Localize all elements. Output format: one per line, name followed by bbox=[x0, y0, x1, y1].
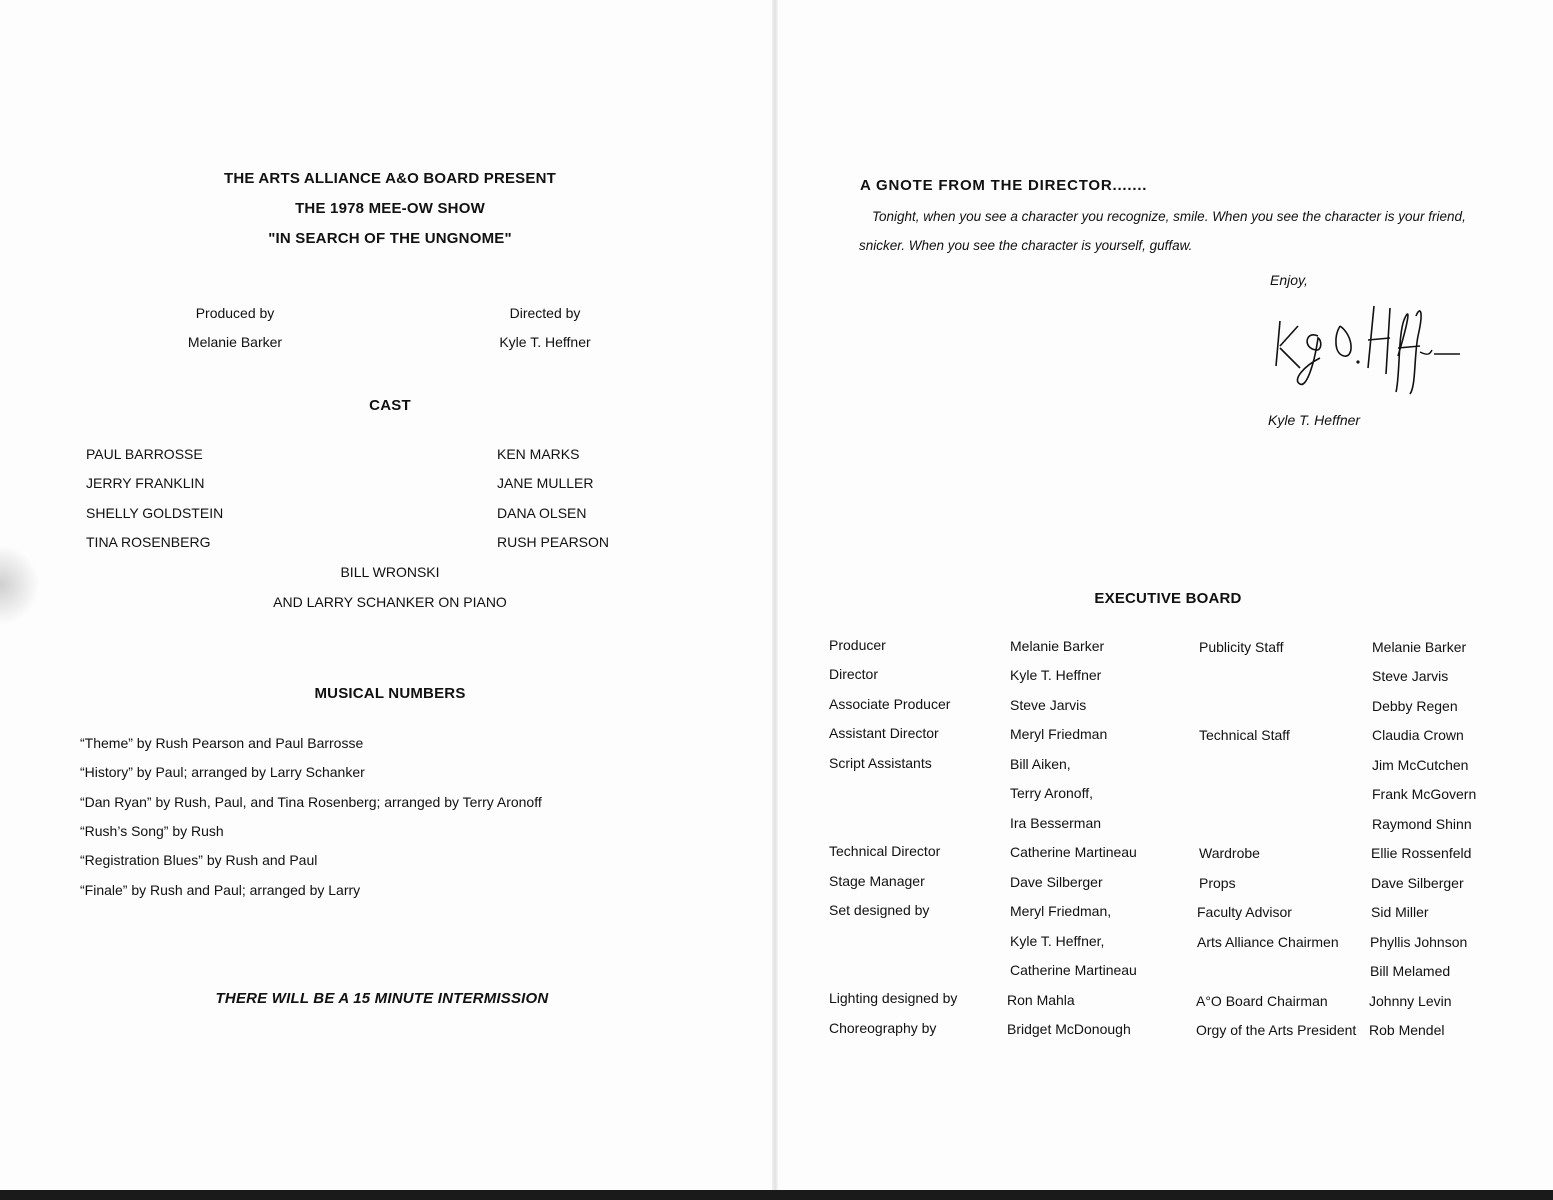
board-name: Dave Silberger bbox=[1010, 874, 1103, 890]
produced-name: Melanie Barker bbox=[187, 334, 283, 350]
cast-member: JANE MULLER bbox=[497, 475, 594, 491]
board-role: Assistant Director bbox=[829, 725, 939, 741]
directed-name: Kyle T. Heffner bbox=[499, 334, 591, 350]
board-role: A°O Board Chairman bbox=[1196, 993, 1328, 1009]
musical-number: “History” by Paul; arranged by Larry Schanker bbox=[80, 764, 365, 780]
board-name: Terry Aronoff, bbox=[1010, 785, 1094, 801]
board-name: Catherine Martineau bbox=[1010, 844, 1137, 860]
musical-numbers-heading: MUSICAL NUMBERS bbox=[314, 685, 466, 702]
board-role: Technical Director bbox=[829, 843, 941, 859]
executive-board-heading: EXECUTIVE BOARD bbox=[1094, 590, 1242, 607]
musical-number: “Dan Ryan” by Rush, Paul, and Tina Rosenberg; arranged by Terry Aronoff bbox=[80, 794, 542, 810]
cast-member: TINA ROSENBERG bbox=[86, 534, 211, 550]
board-role: Props bbox=[1199, 875, 1236, 891]
enjoy-text: Enjoy, bbox=[1270, 272, 1308, 288]
musical-number: “Theme” by Rush Pearson and Paul Barrosse bbox=[80, 735, 364, 751]
title-line-2: THE 1978 MEE-OW SHOW bbox=[295, 200, 485, 217]
board-name: Jim McCutchen bbox=[1372, 757, 1469, 773]
title-line-1: THE ARTS ALLIANCE A&O BOARD PRESENT bbox=[223, 170, 556, 187]
title-line-3: "IN SEARCH OF THE UNGNOME" bbox=[268, 230, 512, 247]
note-heading: A GNOTE FROM THE DIRECTOR....... bbox=[860, 177, 1148, 194]
cast-member: RUSH PEARSON bbox=[497, 534, 610, 550]
note-line-1: Tonight, when you see a character you recognize, smile. When you see the character is your friend, bbox=[872, 209, 1466, 224]
musical-number: “Finale” by Rush and Paul; arranged by Larry bbox=[80, 882, 361, 898]
board-name: Dave Silberger bbox=[1371, 875, 1464, 891]
board-name: Meryl Friedman bbox=[1010, 726, 1108, 742]
cast-member: PAUL BARROSSE bbox=[86, 446, 203, 462]
page-fold bbox=[772, 0, 778, 1200]
board-role: Arts Alliance Chairmen bbox=[1197, 934, 1339, 950]
board-name: Ira Besserman bbox=[1010, 815, 1102, 831]
board-name: Raymond Shinn bbox=[1372, 816, 1472, 832]
board-role: Stage Manager bbox=[829, 873, 925, 889]
director-signature bbox=[1270, 296, 1470, 396]
board-role: Director bbox=[829, 666, 879, 682]
board-name: Steve Jarvis bbox=[1372, 668, 1449, 684]
note-line-2: snicker. When you see the character is yourself, guffaw. bbox=[859, 238, 1193, 253]
cast-heading: CAST bbox=[369, 397, 411, 414]
board-name: Steve Jarvis bbox=[1010, 697, 1087, 713]
board-role: Lighting designed by bbox=[829, 990, 958, 1006]
board-name: Johnny Levin bbox=[1369, 993, 1452, 1009]
board-role: Producer bbox=[829, 637, 886, 653]
board-role: Publicity Staff bbox=[1199, 639, 1284, 655]
board-name: Melanie Barker bbox=[1010, 638, 1105, 654]
board-name: Rob Mendel bbox=[1369, 1022, 1445, 1038]
board-role: Script Assistants bbox=[829, 755, 932, 771]
directed-label: Directed by bbox=[509, 305, 581, 321]
board-name: Melanie Barker bbox=[1372, 639, 1467, 655]
board-role: Faculty Advisor bbox=[1197, 904, 1292, 920]
produced-label: Produced by bbox=[195, 305, 275, 321]
board-name: Frank McGovern bbox=[1372, 786, 1477, 802]
board-name: Ellie Rossenfeld bbox=[1371, 845, 1472, 861]
board-role: Set designed by bbox=[829, 902, 930, 918]
intermission-note: THERE WILL BE A 15 MINUTE INTERMISSION bbox=[215, 990, 549, 1007]
board-name: Catherine Martineau bbox=[1010, 962, 1137, 978]
board-role: Choreography by bbox=[829, 1020, 937, 1036]
cast-member: DANA OLSEN bbox=[497, 505, 587, 521]
board-name: Debby Regen bbox=[1372, 698, 1458, 714]
cast-member: SHELLY GOLDSTEIN bbox=[86, 505, 224, 521]
paper-speck bbox=[0, 545, 40, 625]
board-name: Bill Aiken, bbox=[1010, 756, 1071, 772]
board-name: Sid Miller bbox=[1371, 904, 1429, 920]
board-role: Technical Staff bbox=[1199, 727, 1290, 743]
pianist-line: AND LARRY SCHANKER ON PIANO bbox=[273, 594, 507, 610]
board-role: Wardrobe bbox=[1199, 845, 1260, 861]
board-name: Bill Melamed bbox=[1370, 963, 1451, 979]
board-name: Ron Mahla bbox=[1007, 992, 1075, 1008]
musical-number: “Registration Blues” by Rush and Paul bbox=[80, 852, 318, 868]
cast-member: BILL WRONSKI bbox=[340, 564, 440, 580]
board-name: Kyle T. Heffner bbox=[1010, 667, 1102, 683]
board-name: Claudia Crown bbox=[1372, 727, 1464, 743]
board-name: Meryl Friedman, bbox=[1010, 903, 1112, 919]
board-name: Kyle T. Heffner, bbox=[1010, 933, 1105, 949]
cast-member: JERRY FRANKLIN bbox=[86, 475, 205, 491]
bottom-edge bbox=[0, 1190, 1553, 1200]
board-name: Phyllis Johnson bbox=[1370, 934, 1468, 950]
board-name: Bridget McDonough bbox=[1007, 1021, 1131, 1037]
board-role: Orgy of the Arts President bbox=[1196, 1022, 1357, 1038]
musical-number: “Rush’s Song” by Rush bbox=[80, 823, 224, 839]
signature-name: Kyle T. Heffner bbox=[1268, 412, 1361, 428]
board-role: Associate Producer bbox=[829, 696, 951, 712]
cast-member: KEN MARKS bbox=[497, 446, 580, 462]
